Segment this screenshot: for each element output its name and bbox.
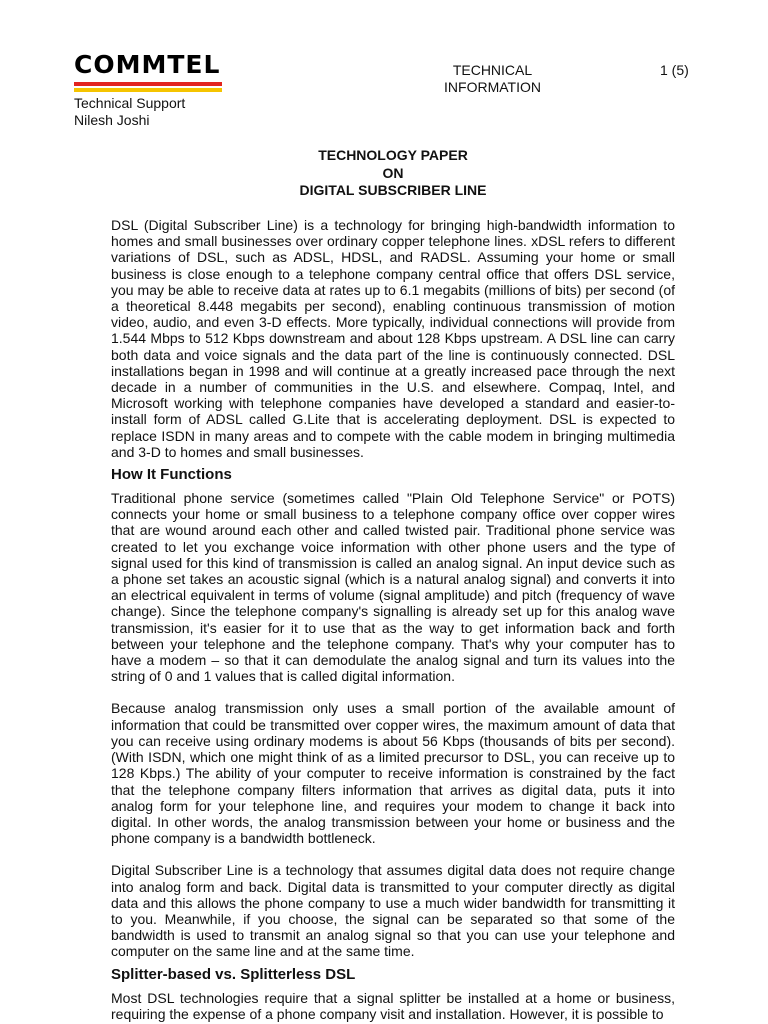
section-heading-how-it-functions: How It Functions — [111, 466, 232, 484]
title-line-3: DIGITAL SUBSCRIBER LINE — [299, 182, 487, 198]
intro-paragraph: DSL (Digital Subscriber Line) is a technology for bringing high-bandwidth information to homes and small businesses over ordinary copper telephone lines. xDSL refers to different variations of DSL, such as ADSL, HDSL, and RADSL. Assuming your home or small business is close enough to a telephone company central office that offers DSL service, you may be able to receive data at rates up to 6.1 megabits (millions of bits) per second (of a theoretical 8.448 megabits per second), enabling continuous transmission of motion video, audio, and even 3-D effects. More typically, individual connections will provide from 1.544 Mbps to 512 Kbps downstream and about 128 Kbps upstream. A DSL line can carry both data and voice signals and the data part of the line is continuously connected. DSL installations began in 1998 and will continue at a greatly increased pace through the next decade in a number of communities in the U.S. and elsewhere. Compaq, Intel, and Microsoft working with telephone companies have developed a standard and easier-to-install form of ADSL called G.Lite that is accelerating deployment. DSL is expected to replace ISDN in many areas and to compete with the cable modem in bringing multimedia and 3-D to homes and small businesses. — [111, 217, 675, 460]
doc-type-line-1: TECHNICAL — [452, 62, 533, 78]
document-type-label — [420, 62, 565, 96]
section-heading-splitter: Splitter-based vs. Splitterless DSL — [111, 965, 356, 983]
paragraph-splitter: Most DSL technologies require that a signal splitter be installed at a home or business, requiring the expense of a phone company visit and installation. However, it is possible to — [111, 989, 675, 1022]
logo-yellow-bar — [74, 88, 222, 92]
logo-wordmark: COMMTEL — [74, 50, 221, 79]
page-number: 1 (5) — [660, 62, 689, 78]
logo-red-bar — [74, 82, 222, 86]
doc-type-line-2: INFORMATION — [444, 79, 541, 95]
commtel-logo — [74, 52, 224, 94]
paragraph-analog-transmission: Because analog transmission only uses a small portion of the available amount of information that could be transmitted over copper wires, the maximum amount of data that you can receive using ordinary modems is about 56 Kbps (thousands of bits per second). (With ISDN, which one might think of as a limited precursor to DSL, you can receive up to 128 Kbps.) The ability of your computer to receive information is constrained by the fact that the telephone company filters information that arrives as digital data, puts it into analog form for your telephone line, and requires your modem to change it back into digital. In other words, the analog transmission between your home or business and the phone company is a bandwidth bottleneck. — [111, 700, 675, 847]
author-block — [74, 95, 185, 128]
title-line-2: ON — [382, 164, 404, 181]
paragraph-digital-subscriber-line: Digital Subscriber Line is a technology that assumes digital data does not require change into analog form and back. Digital data is transmitted to your computer directly as digital data and this allows the phone company to use a much wider bandwidth for transmitting it to you. Meanwhile, if you choose, the signal can be separated so that some of the bandwidth is used to transmit an analog signal so that you can use your telephone and computer on the same line and at the same time. — [111, 862, 675, 960]
title-line-1: TECHNOLOGY PAPER — [318, 147, 468, 163]
paragraph-traditional-phone-service: Traditional phone service (sometimes called "Plain Old Telephone Service" or POTS) connects your home or small business to a telephone company office over copper wires that are wound around each other and called twisted pair. Traditional phone service was created to let you exchange voice information with other phone users and the type of signal used for this kind of transmission is called an analog signal. An input device such as a phone set takes an acoustic signal (which is a natural analog signal) and converts it into an electrical equivalent in terms of volume (signal amplitude) and pitch (frequency of wave change). Since the telephone company's signalling is already set up for this analog wave transmission, it's easier for it to use that as the way to get information back and forth between your telephone and the telephone company. That's why your computer has to have a modem – so that it can demodulate the analog signal and turn its values into the string of 0 and 1 values that is called digital information. — [111, 490, 675, 685]
department-label: Technical Support — [74, 95, 186, 111]
document-title — [111, 147, 675, 200]
author-name: Nilesh Joshi — [74, 111, 150, 128]
document-body — [111, 217, 675, 1022]
